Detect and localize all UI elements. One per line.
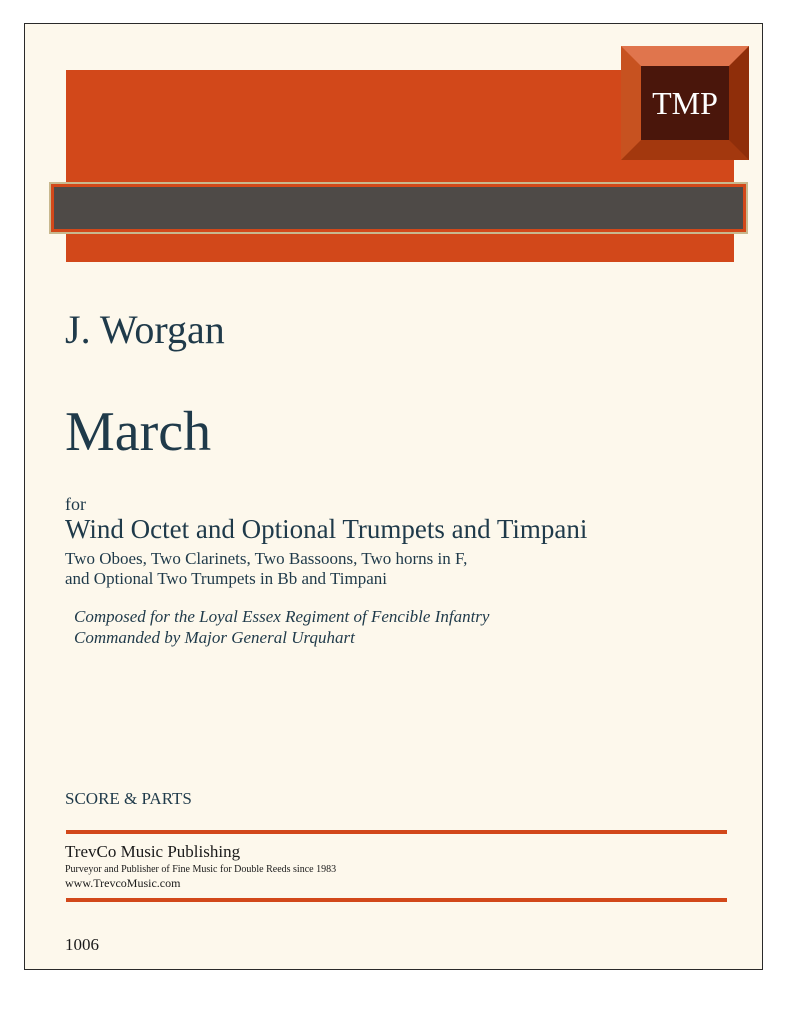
publisher-website: www.TrevcoMusic.com	[65, 876, 181, 890]
instrumentation: Wind Octet and Optional Trumpets and Timpani	[65, 514, 588, 544]
header-bar	[49, 182, 748, 234]
instrument-detail-line: Two Oboes, Two Clarinets, Two Bassoons, Two horns in F,	[65, 549, 468, 568]
divider-top	[66, 830, 727, 834]
dedication-line: Composed for the Loyal Essex Regiment of Fencible Infantry	[74, 607, 490, 626]
cover-page	[24, 23, 763, 970]
for-label: for	[65, 494, 86, 514]
composer-name: J. Worgan	[65, 307, 225, 352]
tmp-logo-text: TMP	[652, 84, 718, 121]
dedication-line: Commanded by Major General Urquhart	[74, 628, 355, 647]
header-bar-inner	[54, 187, 743, 229]
edition-label: SCORE & PARTS	[65, 789, 192, 808]
work-title: March	[65, 401, 212, 463]
instrument-detail-line: and Optional Two Trumpets in Bb and Timpani	[65, 569, 388, 588]
publisher-tagline: Purveyor and Publisher of Fine Music for Double Reeds since 1983	[65, 864, 337, 875]
catalog-number: 1006	[65, 935, 99, 954]
publisher-name: TrevCo Music Publishing	[65, 842, 241, 861]
tmp-logo-badge	[621, 46, 749, 160]
divider-bottom	[66, 898, 727, 902]
